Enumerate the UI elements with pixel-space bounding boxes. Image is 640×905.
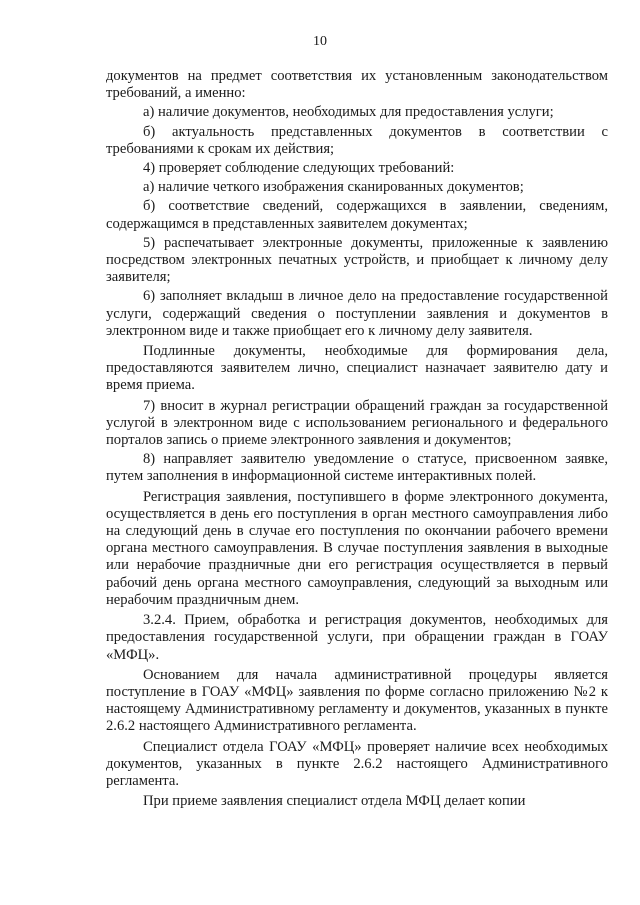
- paragraph: Регистрация заявления, поступившего в форме электронного документа, осуществляется в день его поступления в орган местного самоуправления либо на следующий день в случае его поступления по окончании рабочего времени органа местного самоуправления. В случае поступления заявления в выходные или нерабочие праздничные дни его регистрация осуществляется в первый рабочий день органа местного самоуправления, следующий за выходным или нерабочим праздничным днем.: [106, 488, 608, 608]
- paragraph: При приеме заявления специалист отдела МФЦ делает копии: [143, 793, 526, 810]
- paragraph: а) наличие документов, необходимых для предоставления услуги;: [143, 104, 554, 121]
- paragraph: Подлинные документы, необходимые для формирования дела, предоставляются заявителем лично, специалист назначает заявителю дату и время приема.: [106, 343, 608, 394]
- section-heading-paragraph: 3.2.4. Прием, обработка и регистрация документов, необходимых для предоставления государственной услуги, при обращении граждан в ГОАУ «МФЦ».: [106, 612, 608, 663]
- paragraph: документов на предмет соответствия их установленным законодательством требований, а именно:: [106, 68, 608, 102]
- paragraph: Основанием для начала административной процедуры является поступление в ГОАУ «МФЦ» заявления по форме согласно приложению №2 к настоящему Административному регламенту и документов, указанных в пункте 2.6.2 настоящего Административного регламента.: [106, 666, 608, 735]
- document-body: [106, 68, 608, 812]
- paragraph: 8) направляет заявителю уведомление о статусе, присвоенном заявке, путем заполнения в информационной системе интерактивных полей.: [106, 451, 608, 485]
- paragraph: а) наличие четкого изображения сканированных документов;: [143, 179, 524, 196]
- paragraph: 6) заполняет вкладыш в личное дело на предоставление государственной услуги, содержащий сведения о поступлении заявления и документов в электронном виде и также приобщает его к личному делу заявителя.: [106, 288, 608, 339]
- paragraph: Специалист отдела ГОАУ «МФЦ» проверяет наличие всех необходимых документов, указанных в пункте 2.6.2 настоящего Административного регламента.: [106, 738, 608, 789]
- paragraph: б) соответствие сведений, содержащихся в заявлении, сведениям, содержащимся в представленных заявителем документах;: [106, 198, 608, 232]
- paragraph: 4) проверяет соблюдение следующих требований:: [143, 160, 455, 177]
- paragraph: 5) распечатывает электронные документы, приложенные к заявлению посредством электронных печатных устройств, и приобщает к личному делу заявителя;: [106, 234, 608, 286]
- paragraph: 7) вносит в журнал регистрации обращений граждан за государственной услугой в электронном виде с использованием регионального и федерального порталов запись о приеме электронного заявления и документов;: [106, 397, 608, 449]
- paragraph: б) актуальность представленных документов в соответствии с требованиями к срокам их действия;: [106, 123, 608, 157]
- page-number: 10: [313, 34, 327, 49]
